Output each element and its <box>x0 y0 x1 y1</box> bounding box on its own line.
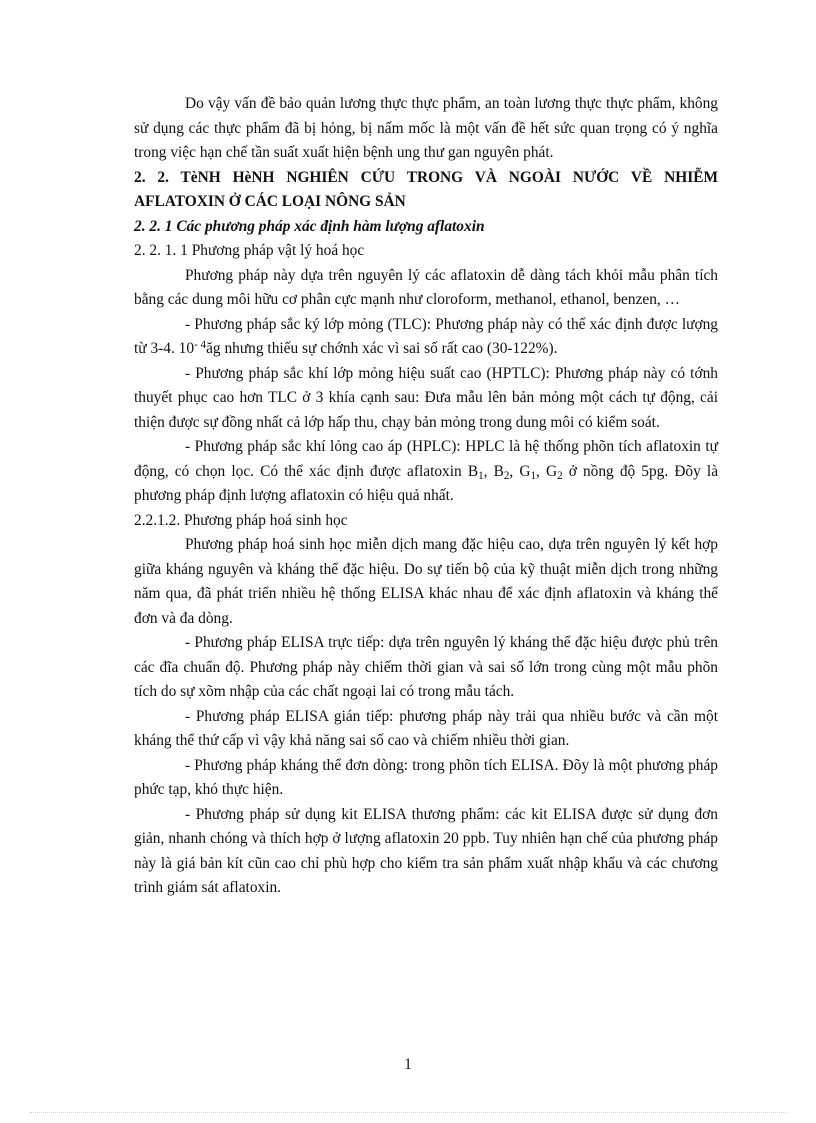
paragraph-elisa-kit: - Phương pháp sử dụng kit ELISA thương phẩm: các kit ELISA được sử dụng đơn giản, nhanh chóng và thích hợp ở lượng aflatoxin 20 ppb. Tuy nhiên hạn chế của phương pháp này là giá bản kít cũn cao chỉ phù hợp cho kiểm tra sản phẩm xuất nhập khẩu và các chương trình giám sát aflatoxin. <box>134 805 718 896</box>
section-heading-2-2-1-1: 2. 2. 1. 1 Phương pháp vật lý hoá học <box>134 242 365 259</box>
page-bottom-divider <box>30 1112 786 1113</box>
hplc-text-a: - Phương pháp sắc khí lỏng cao áp (HPLC): HPLC là hệ thống phõn tích aflatoxin tự động, có chọn lọc. Có thể xác định được aflatoxin B <box>134 438 718 480</box>
section-heading-2-2-1-2: 2.2.1.2. Phương pháp hoá sinh học <box>134 511 348 529</box>
paragraph-tlc <box>134 313 718 362</box>
document-page <box>134 92 718 901</box>
page-number: 1 <box>404 1056 412 1073</box>
hplc-text-d: , G <box>536 462 558 480</box>
hplc-subscript-b1: 1 <box>478 469 484 482</box>
hplc-text-c: , G <box>509 462 531 480</box>
paragraph-biochem: Phương pháp hoá sinh học miễn dịch mang đặc hiệu cao, dựa trên nguyên lý kết hợp giữa kháng nguyên và kháng thể đặc hiệu. Do sự tiến bộ của kỹ thuật miễn dịch trong những năm qua, đã phát triển nhiều hệ thống ELISA khác nhau để xác định aflatoxin và kháng thể đơn và đa dòng. <box>134 536 718 627</box>
paragraph-intro: Do vậy vấn đề bảo quản lương thực thực phẩm, an toàn lương thực thực phẩm, không sử dụng các thực phẩm đã bị hỏng, bị nấm mốc là một vấn đề hết sức quan trọng có ý nghĩa trong việc hạn chế tần suất xuất hiện bệnh ung thư gan nguyên phát. <box>134 95 718 161</box>
hplc-subscript-g2: 2 <box>557 469 563 482</box>
section-heading-2-2-1: 2. 2. 1 Các phương pháp xác định hàm lượng aflatoxin <box>134 217 485 235</box>
hplc-text-e: ở nồng độ 5pg. Đõy là phương pháp định lượng aflatoxin có hiệu quả nhất. <box>134 462 719 504</box>
paragraph-hptlc: - Phương pháp sắc khí lớp mỏng hiệu suất cao (HPTLC): Phương pháp này có tớnh thuyết phục cao hơn TLC ở 3 khía cạnh sau: Đưa mẫu lên bản mỏng một cách tự động, cải thiện được sự đồng nhất cả lớp hấp thu, chạy bản mỏng trong dung môi có kiểm soát. <box>134 364 718 431</box>
hplc-subscript-b2: 2 <box>503 469 510 482</box>
paragraph-elisa-direct: - Phương pháp ELISA trực tiếp: dựa trên nguyên lý kháng thể đặc hiệu được phủ trên các đĩa chuẩn độ. Phương pháp này chiếm thời gian và sai số lớn trong cùng một mẫu phõn tích do sự xõm nhập của các chất ngoại lai có trong mẫu tách. <box>134 634 718 700</box>
paragraph-elisa-indirect: - Phương pháp ELISA gián tiếp: phương pháp này trải qua nhiều bước và cần một kháng thể thứ cấp vì vậy khả năng sai số cao và chiếm nhiều thời gian. <box>134 707 718 749</box>
tlc-text-a: - Phương pháp sắc ký lớp mỏng (TLC): Phương pháp này có thể xác định được lượng từ 3-4. 10 <box>134 315 718 357</box>
tlc-text-b: ăg nhưng thiếu sự chớnh xác vì sai số rất cao (30-122%). <box>206 340 558 357</box>
paragraph-hplc <box>134 435 718 509</box>
tlc-exponent: - 4 <box>194 339 207 352</box>
paragraph-physchem: Phương pháp này dựa trên nguyên lý các aflatoxin dễ dàng tách khỏi mẫu phân tích bằng các dung môi hữu cơ phân cực mạnh như cloroform, methanol, ethanol, benzen, … <box>134 266 718 308</box>
paragraph-monoclonal: - Phương pháp kháng thể đơn dòng: trong phõn tích ELISA. Đõy là một phương pháp phức tạp, khó thực hiện. <box>134 756 718 798</box>
hplc-subscript-g1: 1 <box>530 469 537 482</box>
section-heading-2-2: 2. 2. TèNH HèNH NGHIÊN CỨU TRONG VÀ NGOÀI NƯỚC VỀ NHIỄM AFLATOXIN Ở CÁC LOẠI NÔNG SẢN <box>134 168 718 210</box>
hplc-text-b: , B <box>483 462 504 480</box>
